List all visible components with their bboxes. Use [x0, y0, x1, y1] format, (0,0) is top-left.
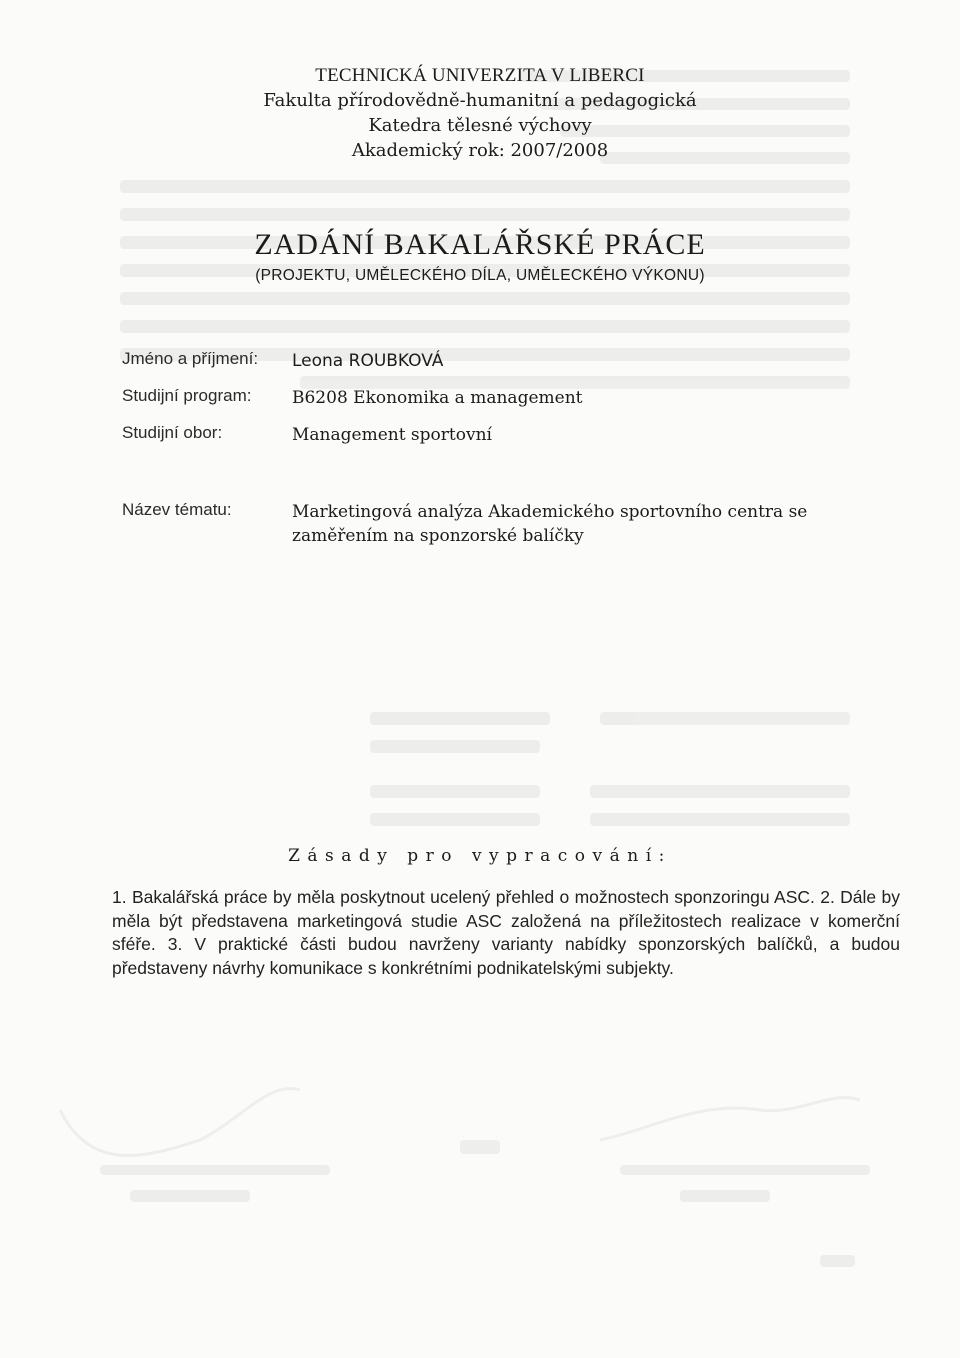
field-label: Studijní obor:	[122, 423, 223, 442]
name-label: Jméno a příjmení:	[122, 349, 259, 368]
program-label: Studijní program:	[122, 386, 252, 405]
principles-text: 1. Bakalářská práce by měla poskytnout ucelený přehled o možnostech sponzoringu ASC. 2. Dále by měla být představena marketingová studie ASC založená na příležitostech realizace v komerční sféře. 3. V praktické části budou navrženy varianty nabídky sponzorských balíčků, a budou představeny návrhy komunikace s konkrétními podnikatelskými subjekty.	[112, 887, 900, 978]
document-header	[0, 63, 960, 163]
document-title: ZADÁNÍ BAKALÁŘSKÉ PRÁCE	[254, 228, 706, 261]
topic-value: Marketingová analýza Akademického sportovního centra se zaměřením na sponzorské balíčky	[292, 502, 808, 546]
program-value: B6208 Ekonomika a management	[292, 388, 583, 408]
topic-label: Název tématu:	[122, 500, 232, 519]
field-value: Management sportovní	[292, 425, 492, 445]
principles-heading: Zásady pro vypracování:	[288, 846, 672, 866]
university-name: TECHNICKÁ UNIVERZITA V LIBERCI	[315, 65, 645, 86]
faculty-name: Fakulta přírodovědně-humanitní a pedagogická	[263, 90, 697, 111]
document-subtitle: (PROJEKTU, UMĚLECKÉHO DÍLA, UMĚLECKÉHO VÝKONU)	[255, 267, 705, 284]
name-value: Leona ROUBKOVÁ	[292, 351, 444, 371]
academic-year: Akademický rok: 2007/2008	[351, 140, 609, 161]
department-name: Katedra tělesné výchovy	[368, 115, 592, 136]
